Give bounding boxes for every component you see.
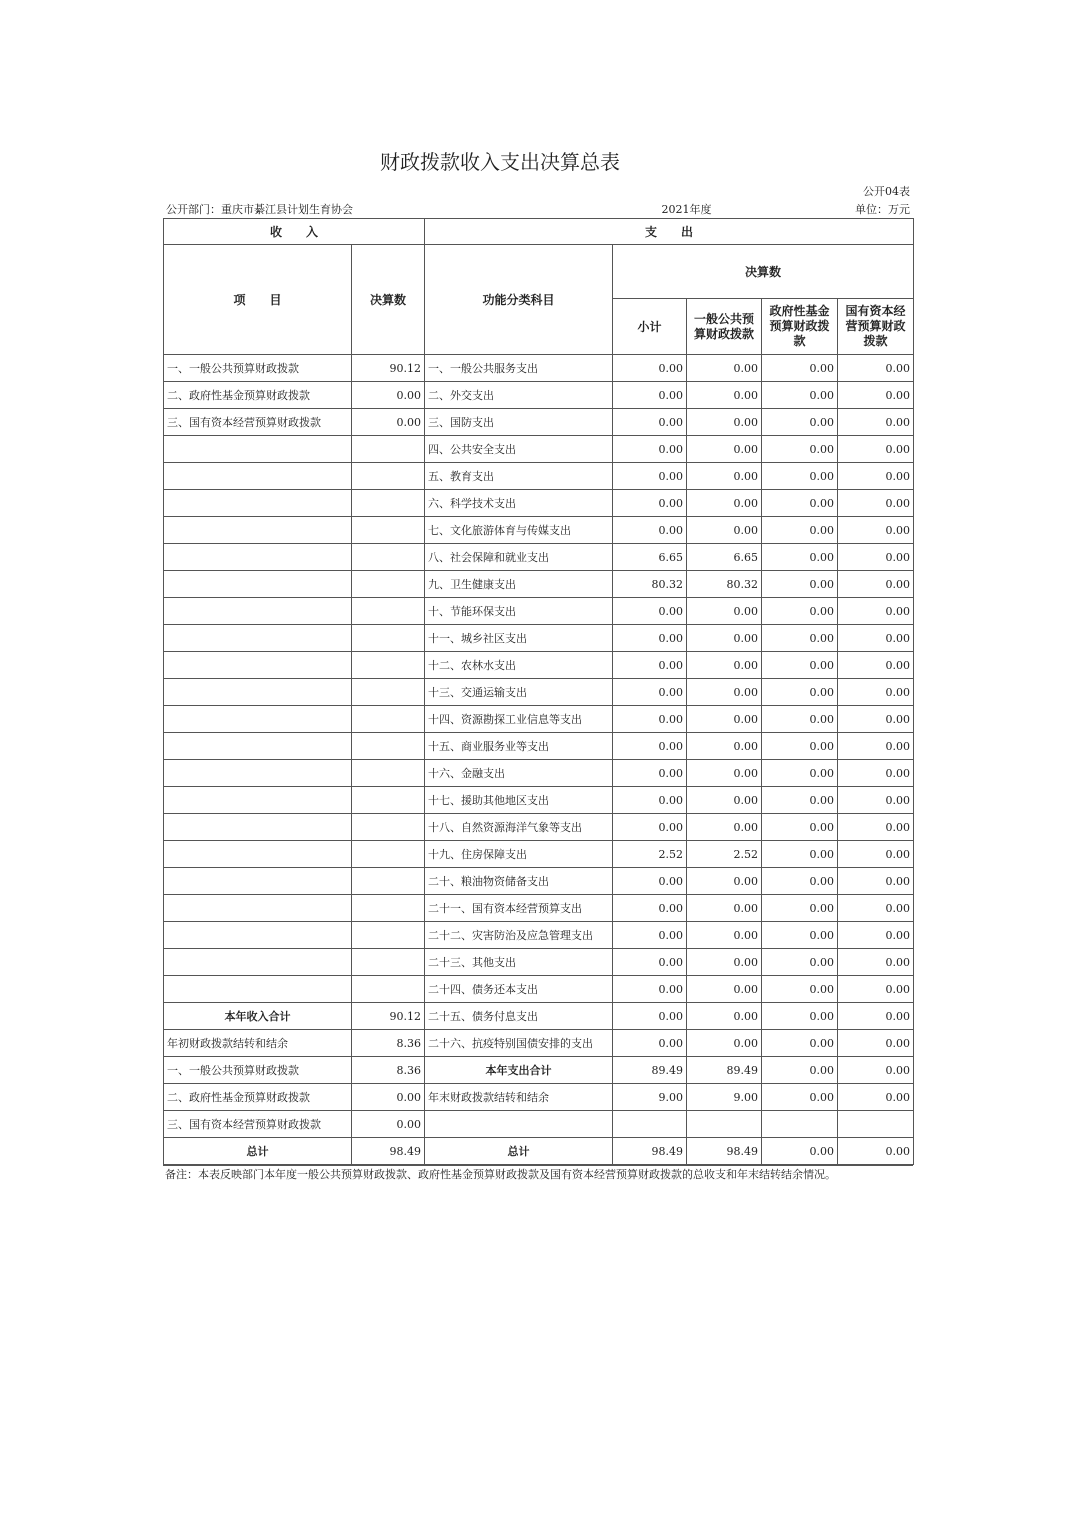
gov-fund-cell: 0.00 (762, 841, 838, 868)
state-capital-cell: 0.00 (838, 463, 914, 490)
income-item-cell (164, 679, 352, 706)
income-amount-cell: 8.36 (352, 1057, 425, 1084)
general-budget-header: 一般公共预算财政拨款 (687, 299, 762, 355)
table-row (164, 490, 914, 517)
general-budget-cell: 6.65 (687, 544, 762, 571)
expense-item-cell: 六、科学技术支出 (425, 490, 613, 517)
expense-item-cell: 十二、农林水支出 (425, 652, 613, 679)
income-item-cell (164, 544, 352, 571)
gov-fund-cell: 0.00 (762, 868, 838, 895)
gov-fund-cell (762, 1111, 838, 1138)
general-budget-cell: 98.49 (687, 1138, 762, 1165)
gov-fund-cell: 0.00 (762, 1030, 838, 1057)
subtotal-cell: 0.00 (613, 868, 687, 895)
subtotal-cell: 0.00 (613, 949, 687, 976)
amount-header: 决算数 (352, 245, 425, 355)
table-row (164, 409, 914, 436)
state-capital-cell: 0.00 (838, 382, 914, 409)
general-budget-cell: 0.00 (687, 382, 762, 409)
general-budget-cell: 0.00 (687, 1030, 762, 1057)
gov-fund-cell: 0.00 (762, 895, 838, 922)
subtotal-cell: 2.52 (613, 841, 687, 868)
function-header: 功能分类科目 (425, 245, 613, 355)
expense-item-cell: 十四、资源勘探工业信息等支出 (425, 706, 613, 733)
state-capital-cell: 0.00 (838, 1003, 914, 1030)
general-budget-cell: 0.00 (687, 463, 762, 490)
table-row (164, 949, 914, 976)
state-capital-cell: 0.00 (838, 760, 914, 787)
income-amount-cell (352, 814, 425, 841)
gov-fund-cell: 0.00 (762, 355, 838, 382)
state-capital-cell: 0.00 (838, 517, 914, 544)
income-amount-cell (352, 625, 425, 652)
gov-fund-cell: 0.00 (762, 409, 838, 436)
gov-fund-cell: 0.00 (762, 517, 838, 544)
state-capital-cell: 0.00 (838, 436, 914, 463)
table-row (164, 1138, 914, 1165)
income-item-cell: 三、国有资本经营预算财政拨款 (164, 1111, 352, 1138)
expense-item-cell: 二十一、国有资本经营预算支出 (425, 895, 613, 922)
expense-item-cell: 二十二、灾害防治及应急管理支出 (425, 922, 613, 949)
income-item-cell (164, 463, 352, 490)
state-capital-cell: 0.00 (838, 1138, 914, 1165)
gov-fund-cell: 0.00 (762, 382, 838, 409)
table-row (164, 1057, 914, 1084)
table-row (164, 733, 914, 760)
general-budget-cell: 0.00 (687, 814, 762, 841)
expense-item-cell: 二十五、债务付息支出 (425, 1003, 613, 1030)
income-item-cell (164, 571, 352, 598)
income-amount-cell: 8.36 (352, 1030, 425, 1057)
subtotal-cell: 0.00 (613, 355, 687, 382)
income-amount-cell: 0.00 (352, 409, 425, 436)
income-item-cell: 二、政府性基金预算财政拨款 (164, 1084, 352, 1111)
expense-item-cell: 十、节能环保支出 (425, 598, 613, 625)
state-capital-cell: 0.00 (838, 355, 914, 382)
expense-item-cell: 十五、商业服务业等支出 (425, 733, 613, 760)
subtotal-cell (613, 1111, 687, 1138)
general-budget-cell: 0.00 (687, 409, 762, 436)
subtotal-cell: 0.00 (613, 976, 687, 1003)
expense-item-cell: 八、社会保障和就业支出 (425, 544, 613, 571)
general-budget-cell: 2.52 (687, 841, 762, 868)
expense-item-cell: 四、公共安全支出 (425, 436, 613, 463)
general-budget-cell: 0.00 (687, 760, 762, 787)
state-capital-cell: 0.00 (838, 814, 914, 841)
table-row (164, 571, 914, 598)
subtotal-cell: 0.00 (613, 598, 687, 625)
expense-item-cell: 总计 (425, 1138, 613, 1165)
subtotal-cell: 0.00 (613, 733, 687, 760)
income-item-cell (164, 436, 352, 463)
page-title: 财政拨款收入支出决算总表 (380, 149, 620, 174)
gov-fund-cell: 0.00 (762, 922, 838, 949)
table-row (164, 760, 914, 787)
subtotal-cell: 0.00 (613, 787, 687, 814)
table-row (164, 922, 914, 949)
general-budget-cell: 0.00 (687, 1003, 762, 1030)
income-item-cell (164, 760, 352, 787)
table-row (164, 436, 914, 463)
gov-fund-cell: 0.00 (762, 490, 838, 517)
expense-item-cell: 十八、自然资源海洋气象等支出 (425, 814, 613, 841)
state-capital-cell: 0.00 (838, 544, 914, 571)
gov-fund-cell: 0.00 (762, 814, 838, 841)
general-budget-cell: 0.00 (687, 436, 762, 463)
general-budget-cell: 0.00 (687, 868, 762, 895)
general-budget-cell: 0.00 (687, 895, 762, 922)
income-amount-cell (352, 679, 425, 706)
table-row (164, 1111, 914, 1138)
table-row (164, 355, 914, 382)
gov-fund-cell: 0.00 (762, 625, 838, 652)
state-capital-cell: 0.00 (838, 598, 914, 625)
subtotal-cell: 0.00 (613, 490, 687, 517)
expense-item-cell: 三、国防支出 (425, 409, 613, 436)
general-budget-cell: 9.00 (687, 1084, 762, 1111)
footnote: 备注：本表反映部门本年度一般公共预算财政拨款、政府性基金预算财政拨款及国有资本经营预算财政拨款的总收支和年末结转结余情况。 (163, 1165, 913, 1182)
general-budget-cell: 0.00 (687, 787, 762, 814)
expense-item-cell: 十三、交通运输支出 (425, 679, 613, 706)
general-budget-cell: 0.00 (687, 517, 762, 544)
table-row (164, 868, 914, 895)
general-budget-cell: 0.00 (687, 598, 762, 625)
income-amount-cell: 0.00 (352, 382, 425, 409)
subtotal-cell: 6.65 (613, 544, 687, 571)
general-budget-cell: 0.00 (687, 949, 762, 976)
subtotal-cell: 0.00 (613, 382, 687, 409)
general-budget-cell (687, 1111, 762, 1138)
income-item-cell (164, 706, 352, 733)
income-amount-cell (352, 598, 425, 625)
income-item-cell (164, 814, 352, 841)
general-budget-cell: 0.00 (687, 355, 762, 382)
subtotal-cell: 80.32 (613, 571, 687, 598)
income-amount-cell (352, 949, 425, 976)
subtotal-cell: 0.00 (613, 463, 687, 490)
gov-fund-cell: 0.00 (762, 436, 838, 463)
general-budget-cell: 0.00 (687, 490, 762, 517)
state-capital-cell: 0.00 (838, 1084, 914, 1111)
gov-fund-cell: 0.00 (762, 463, 838, 490)
income-item-cell (164, 490, 352, 517)
income-amount-cell (352, 517, 425, 544)
expense-item-cell: 十七、援助其他地区支出 (425, 787, 613, 814)
subtotal-cell: 0.00 (613, 517, 687, 544)
gov-fund-cell: 0.00 (762, 733, 838, 760)
general-budget-cell: 0.00 (687, 976, 762, 1003)
income-item-cell (164, 922, 352, 949)
income-item-cell: 一、一般公共预算财政拨款 (164, 1057, 352, 1084)
income-item-cell (164, 787, 352, 814)
state-capital-cell: 0.00 (838, 1057, 914, 1084)
income-item-cell (164, 733, 352, 760)
subtotal-cell: 0.00 (613, 1030, 687, 1057)
state-capital-cell: 0.00 (838, 679, 914, 706)
general-budget-cell: 0.00 (687, 679, 762, 706)
gov-fund-cell: 0.00 (762, 571, 838, 598)
state-capital-cell: 0.00 (838, 571, 914, 598)
table-row (164, 544, 914, 571)
gov-fund-cell: 0.00 (762, 544, 838, 571)
general-budget-cell: 0.00 (687, 625, 762, 652)
table-row (164, 976, 914, 1003)
expense-item-cell: 十一、城乡社区支出 (425, 625, 613, 652)
subtotal-cell: 89.49 (613, 1057, 687, 1084)
subtotal-cell: 9.00 (613, 1084, 687, 1111)
income-item-cell (164, 949, 352, 976)
expense-item-cell: 一、一般公共服务支出 (425, 355, 613, 382)
income-item-cell: 二、政府性基金预算财政拨款 (164, 382, 352, 409)
table-body (164, 355, 914, 1165)
gov-fund-cell: 0.00 (762, 949, 838, 976)
income-amount-cell (352, 436, 425, 463)
department-label: 公开部门：重庆市綦江县计划生育协会 (166, 203, 353, 216)
expense-item-cell: 七、文化旅游体育与传媒支出 (425, 517, 613, 544)
expense-item-cell: 二十六、抗疫特别国债安排的支出 (425, 1030, 613, 1057)
income-amount-cell: 90.12 (352, 355, 425, 382)
gov-fund-cell: 0.00 (762, 1057, 838, 1084)
state-capital-cell: 0.00 (838, 706, 914, 733)
table-row (164, 679, 914, 706)
state-capital-header: 国有资本经营预算财政拨款 (838, 299, 914, 355)
expense-item-cell: 本年支出合计 (425, 1057, 613, 1084)
subtotal-cell: 0.00 (613, 814, 687, 841)
income-item-cell (164, 868, 352, 895)
general-budget-cell: 0.00 (687, 652, 762, 679)
state-capital-cell: 0.00 (838, 733, 914, 760)
table-row (164, 814, 914, 841)
expense-item-cell: 五、教育支出 (425, 463, 613, 490)
income-item-cell (164, 976, 352, 1003)
income-amount-cell (352, 463, 425, 490)
income-amount-cell (352, 706, 425, 733)
expense-item-cell: 二、外交支出 (425, 382, 613, 409)
subtotal-cell: 0.00 (613, 706, 687, 733)
state-capital-cell: 0.00 (838, 841, 914, 868)
state-capital-cell: 0.00 (838, 922, 914, 949)
report-sheet (163, 138, 913, 1182)
state-capital-cell: 0.00 (838, 895, 914, 922)
expense-item-cell: 二十四、债务还本支出 (425, 976, 613, 1003)
income-item-cell: 年初财政拨款结转和结余 (164, 1030, 352, 1057)
income-amount-cell (352, 733, 425, 760)
state-capital-cell: 0.00 (838, 409, 914, 436)
income-amount-cell: 98.49 (352, 1138, 425, 1165)
general-budget-cell: 0.00 (687, 706, 762, 733)
subtotal-cell: 0.00 (613, 652, 687, 679)
expense-item-cell: 年末财政拨款结转和结余 (425, 1084, 613, 1111)
state-capital-cell: 0.00 (838, 652, 914, 679)
subtotal-cell: 0.00 (613, 922, 687, 949)
subtotal-cell: 0.00 (613, 409, 687, 436)
table-row (164, 382, 914, 409)
state-capital-cell: 0.00 (838, 1030, 914, 1057)
table-row (164, 841, 914, 868)
income-amount-cell: 90.12 (352, 1003, 425, 1030)
subtotal-header: 小计 (613, 299, 687, 355)
table-number: 公开04表 (863, 185, 910, 198)
gov-fund-cell: 0.00 (762, 760, 838, 787)
income-amount-cell (352, 895, 425, 922)
gov-fund-header: 政府性基金预算财政拨款 (762, 299, 838, 355)
gov-fund-cell: 0.00 (762, 787, 838, 814)
income-amount-cell (352, 868, 425, 895)
item-header: 项 目 (164, 245, 352, 355)
income-header: 收 入 (164, 219, 425, 245)
income-item-cell: 一、一般公共预算财政拨款 (164, 355, 352, 382)
income-amount-cell (352, 922, 425, 949)
table-row (164, 895, 914, 922)
gov-fund-cell: 0.00 (762, 976, 838, 1003)
state-capital-cell: 0.00 (838, 949, 914, 976)
report-header (163, 138, 913, 218)
expense-item-cell: 十六、金融支出 (425, 760, 613, 787)
income-amount-cell (352, 652, 425, 679)
gov-fund-cell: 0.00 (762, 652, 838, 679)
state-capital-cell: 0.00 (838, 490, 914, 517)
unit-label: 单位：万元 (855, 203, 910, 216)
general-budget-cell: 89.49 (687, 1057, 762, 1084)
table-row (164, 787, 914, 814)
gov-fund-cell: 0.00 (762, 1084, 838, 1111)
general-budget-cell: 80.32 (687, 571, 762, 598)
income-amount-cell (352, 571, 425, 598)
table-row (164, 1084, 914, 1111)
state-capital-cell: 0.00 (838, 625, 914, 652)
table-row (164, 1030, 914, 1057)
gov-fund-cell: 0.00 (762, 679, 838, 706)
table-row (164, 625, 914, 652)
expense-item-cell: 九、卫生健康支出 (425, 571, 613, 598)
table-row (164, 598, 914, 625)
income-item-cell: 三、国有资本经营预算财政拨款 (164, 409, 352, 436)
subtotal-cell: 0.00 (613, 1003, 687, 1030)
general-budget-cell: 0.00 (687, 733, 762, 760)
general-budget-cell: 0.00 (687, 922, 762, 949)
income-amount-cell (352, 760, 425, 787)
income-item-cell (164, 598, 352, 625)
subtotal-cell: 0.00 (613, 679, 687, 706)
income-item-cell (164, 625, 352, 652)
state-capital-cell: 0.00 (838, 976, 914, 1003)
income-item-cell (164, 841, 352, 868)
income-amount-cell (352, 490, 425, 517)
income-item-cell: 本年收入合计 (164, 1003, 352, 1030)
income-amount-cell: 0.00 (352, 1084, 425, 1111)
income-item-cell (164, 517, 352, 544)
subtotal-cell: 0.00 (613, 436, 687, 463)
subtotal-cell: 98.49 (613, 1138, 687, 1165)
state-capital-cell: 0.00 (838, 868, 914, 895)
expense-item-cell: 十九、住房保障支出 (425, 841, 613, 868)
gov-fund-cell: 0.00 (762, 1003, 838, 1030)
expense-item-cell: 二十、粮油物资储备支出 (425, 868, 613, 895)
table-row (164, 652, 914, 679)
income-amount-cell (352, 841, 425, 868)
gov-fund-cell: 0.00 (762, 706, 838, 733)
subtotal-cell: 0.00 (613, 760, 687, 787)
table-row (164, 706, 914, 733)
subtotal-cell: 0.00 (613, 625, 687, 652)
state-capital-cell: 0.00 (838, 787, 914, 814)
year-label: 2021年度 (661, 203, 712, 216)
expense-item-cell: 二十三、其他支出 (425, 949, 613, 976)
gov-fund-cell: 0.00 (762, 598, 838, 625)
subtotal-cell: 0.00 (613, 895, 687, 922)
table-row (164, 463, 914, 490)
income-amount-cell (352, 787, 425, 814)
state-capital-cell (838, 1111, 914, 1138)
income-amount-cell: 0.00 (352, 1111, 425, 1138)
expense-header: 支 出 (425, 219, 914, 245)
table-row (164, 1003, 914, 1030)
income-item-cell (164, 895, 352, 922)
income-amount-cell (352, 976, 425, 1003)
gov-fund-cell: 0.00 (762, 1138, 838, 1165)
table-row (164, 517, 914, 544)
expense-item-cell (425, 1111, 613, 1138)
budget-table (163, 218, 914, 1165)
income-amount-cell (352, 544, 425, 571)
income-item-cell: 总计 (164, 1138, 352, 1165)
final-amount-header: 决算数 (613, 245, 914, 299)
income-item-cell (164, 652, 352, 679)
